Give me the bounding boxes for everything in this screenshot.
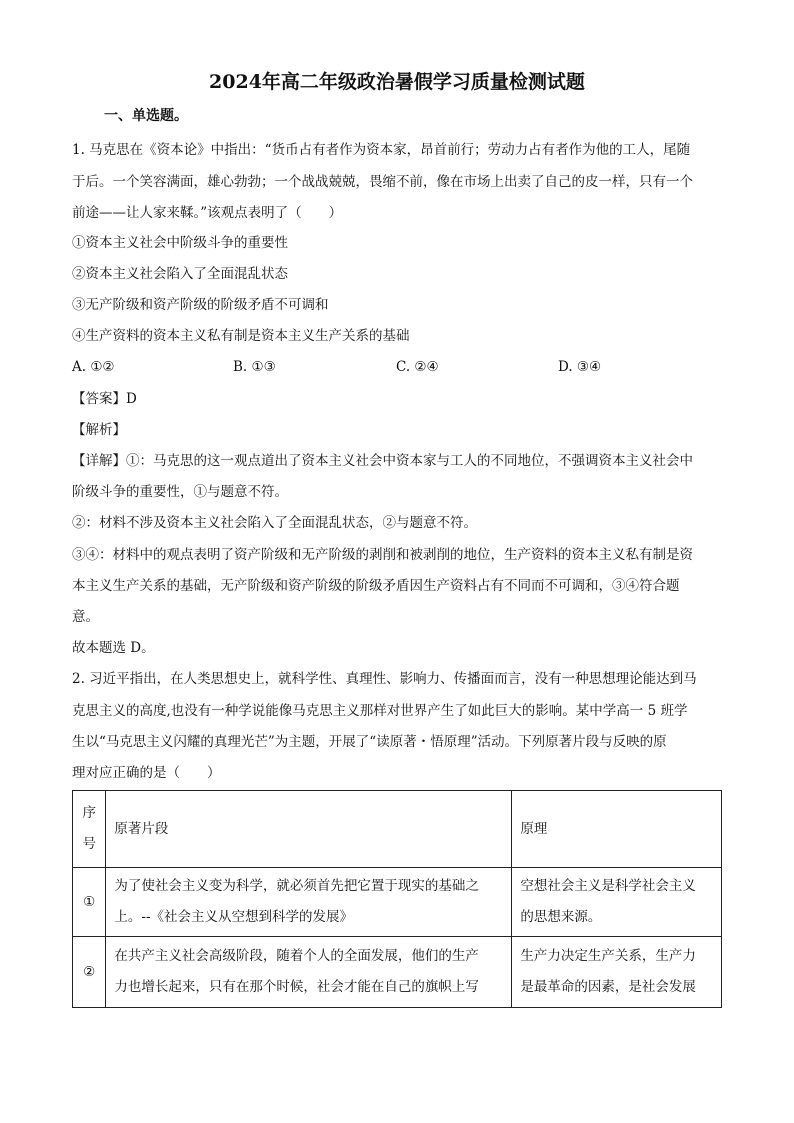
page-title: 2024年高二年级政治暑假学习质量检测试题 (209, 71, 585, 93)
q1-detail-line: 故本题选 D。 (72, 640, 155, 656)
q2-table (72, 790, 722, 1008)
excerpt-line: 为了使社会主义变为科学，就必须首先把它置于现实的基础之 (114, 878, 479, 894)
q1-stem-line: 1. 马克思在《资本论》中指出：“货币占有者作为资本家，昂首前行；劳动力占有者作为他的工人，尾随 (72, 142, 691, 158)
table-row (73, 937, 722, 1008)
q1-detail-line: 【详解】①：马克思的这一观点道出了资本主义社会中资本家与工人的不同地位，不强调资本主义社会中 (72, 453, 693, 469)
principle-cell (512, 937, 722, 1008)
q1-detail-line: 意。 (72, 609, 99, 625)
q1-answer (72, 389, 137, 409)
header-cell-principle: 原理 (512, 791, 722, 868)
q1-option-a: A. ①② (72, 359, 115, 375)
principle-line: 的思想来源。 (520, 909, 602, 925)
q1-statement: ②资本主义社会陷入了全面混乱状态 (72, 266, 288, 282)
row-number-cell: ① (73, 868, 106, 937)
q1-option-b: B. ①③ (233, 359, 276, 375)
header-number-line: 号 (82, 836, 96, 852)
q1-statement: ①资本主义社会中阶级斗争的重要性 (72, 235, 288, 251)
q1-stem-line: 前途——让人家来鞣。”该观点表明了（ ） (72, 205, 343, 221)
q1-option-c: C. ②④ (396, 359, 439, 375)
excerpt-line: 在共产主义社会高级阶段，随着个人的全面发展，他们的生产 (114, 948, 479, 964)
q2-stem-line: 2. 习近平指出，在人类思想史上，就科学性、真理性、影响力、传播面而言，没有一种思想理论能达到马 (72, 671, 697, 687)
excerpt-line: 上。--《社会主义从空想到科学的发展》 (114, 909, 354, 925)
q2-stem-line: 生以“马克思主义闪耀的真理光芒”为主题，开展了“读原著・悟原理”活动。下列原著片段与反映的原 (72, 734, 667, 750)
q1-statement: ④生产资料的资本主义私有制是资本主义生产关系的基础 (72, 328, 410, 344)
q1-statement: ③无产阶级和资产阶级的阶级矛盾不可调和 (72, 297, 329, 313)
q2-stem-line: 克思主义的高度,也没有一种学说能像马克思主义那样对世界产生了如此巨大的影响。某中学高一 5 班学 (72, 703, 688, 719)
principle-line: 生产力决定生产关系，生产力 (520, 948, 696, 964)
row-number-cell: ② (73, 937, 106, 1008)
excerpt-cell (106, 868, 512, 937)
excerpt-line: 力也增长起来，只有在那个时候，社会才能在自己的旗帜上写 (114, 979, 479, 995)
q1-detail-line: 本主义生产关系的基础，无产阶级和资产阶级的阶级矛盾因生产资料占有不同而不可调和，③④符合题 (72, 578, 680, 594)
q1-options (72, 357, 732, 377)
q1-detail-line: ②：材料不涉及资本主义社会陷入了全面混乱状态，②与题意不符。 (72, 515, 477, 531)
q1-option-d: D. ③④ (558, 359, 602, 375)
q1-detail-line: 阶级斗争的重要性，①与题意不符。 (72, 484, 288, 500)
header-cell-number (73, 791, 106, 868)
q1-detail-line: ③④：材料中的观点表明了资产阶级和无产阶级的剥削和被剥削的地位，生产资料的资本主义私有制是资 (72, 547, 693, 563)
principle-line: 是最革命的因素，是社会发展 (520, 979, 696, 995)
header-cell-excerpt: 原著片段 (106, 791, 512, 868)
principle-cell (512, 868, 722, 937)
excerpt-cell (106, 937, 512, 1008)
header-number-line: 序 (82, 805, 96, 821)
table-row (73, 868, 722, 937)
q2-stem-line: 理对应正确的是（ ） (72, 765, 221, 781)
answer-label: 【答案】 (72, 391, 126, 407)
table-header-row (73, 791, 722, 868)
analysis-label: 【解析】 (72, 422, 126, 438)
answer-value: D (126, 391, 137, 407)
principle-line: 空想社会主义是科学社会主义 (520, 878, 696, 894)
q1-stem-line: 于后。一个笑容满面，雄心勃勃；一个战战兢兢，畏缩不前，像在市场上出卖了自己的皮一样，只有一个 (72, 174, 693, 190)
section-heading: 一、单选题。 (104, 108, 188, 124)
